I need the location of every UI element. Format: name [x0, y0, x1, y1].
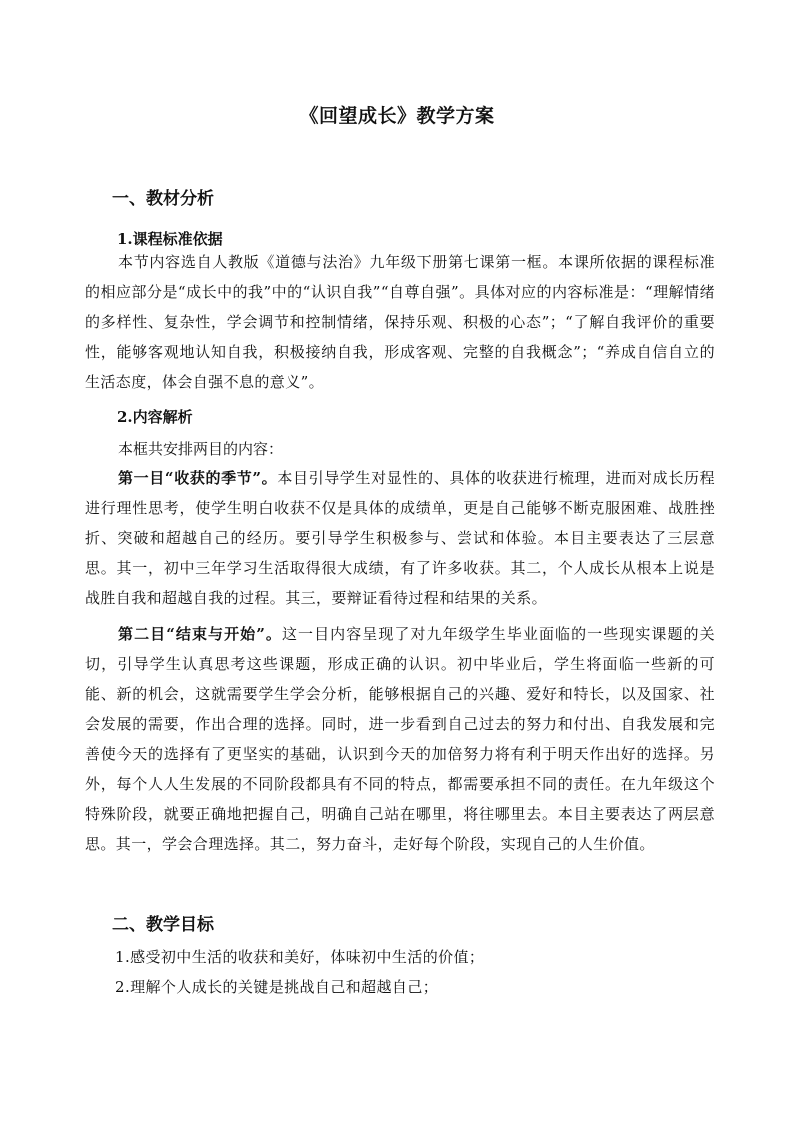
- item-end-begin-lead: 第二目“结束与开始”。: [118, 625, 282, 643]
- objective-item-1: 1.感受初中生活的收获和美好，体味初中生活的价值；: [115, 948, 485, 966]
- section-heading-objectives: 二、教学目标: [112, 915, 214, 935]
- paragraph-item-end-begin: [85, 619, 715, 859]
- section-heading-analysis: 一、教材分析: [112, 189, 214, 209]
- content-intro: 本框共安排两目的内容：: [118, 440, 284, 458]
- item-harvest-text: 本目引导学生对显性的、具体的收获进行梳理，进而对成长历程进行理性思考，使学生明白收获不仅是具体的成绩单，更是自己能够不断克服困难、战胜挫折、突破和超越自己的经历。要引导学生积极参与、尝试和体验。本目主要表达了三层意思。其一，初中三年学习生活取得很大成绩，有了许多收获。其二，个人成长从根本上说是战胜自我和超越自我的过程。其三，要辩证看待过程和结果的关系。: [85, 469, 715, 607]
- item-end-begin-text: 这一目内容呈现了对九年级学生毕业面临的一些现实课题的关切，引导学生认真思考这些课题，形成正确的认识。初中毕业后，学生将面临一些新的可能、新的机会，这就需要学生学会分析，能够根据自己的兴趣、爱好和特长，以及国家、社会发展的需要，作出合理的选择。同时，进一步看到自己过去的努力和付出、自我发展和完善使今天的选择有了更坚实的基础，认识到今天的加倍努力将有利于明天作出好的选择。另外，每个人人生发展的不同阶段都具有不同的特点，都需要承担不同的责任。在九年级这个特殊阶段，就要正确地把握自己，明确自己站在哪里，将往哪里去。本目主要表达了两层意思。其一，学会合理选择。其二，努力奋斗，走好每个阶段，实现自己的人生价值。: [85, 625, 715, 853]
- subheading-content-analysis: 2.内容解析: [117, 408, 193, 426]
- paragraph-curriculum-basis: 本节内容选自人教版《道德与法治》九年级下册第七课第一框。本课所依据的课程标准的相应部分是“成长中的我”中的“认识自我”“自尊自强”。具体对应的内容标准是：“理解情绪的多样性、复杂性，学会调节和控制情绪，保持乐观、积极的心态”；“了解自我评价的重要性，能够客观地认知自我，积极接纳自我，形成客观、完整的自我概念”；“养成自信自立的生活态度，体会自强不息的意义”。: [85, 253, 715, 391]
- item-harvest-lead: 第一目“收获的季节”。: [118, 469, 278, 487]
- paragraph-item-harvest: [85, 463, 715, 613]
- document-title: 《回望成长》教学方案: [299, 105, 495, 127]
- subheading-curriculum-basis: 1.课程标准依据: [117, 230, 223, 248]
- objective-item-2: 2.理解个人成长的关键是挑战自己和超越自己；: [115, 978, 439, 996]
